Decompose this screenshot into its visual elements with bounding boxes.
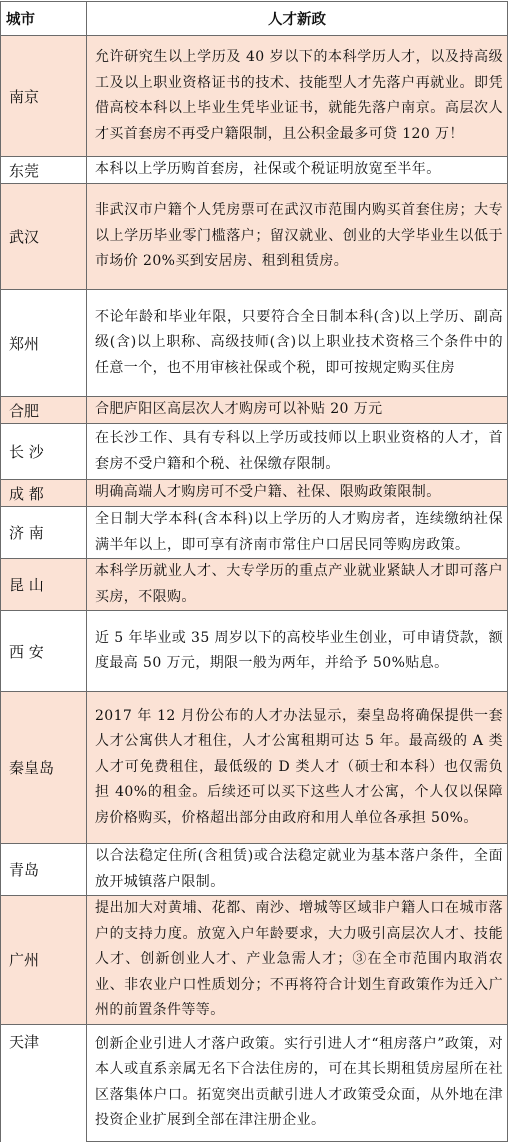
city-cell: 东莞 xyxy=(1,157,87,184)
table-row xyxy=(1,184,508,290)
city-cell: 广州 xyxy=(1,896,87,1025)
city-cell: 武汉 xyxy=(1,184,87,290)
table-row xyxy=(1,36,508,157)
city-cell: 秦皇岛 xyxy=(1,692,87,844)
city-cell: 天津 xyxy=(1,1024,87,1142)
policy-cell: 明确高端人才购房可不受户籍、社保、限购政策限制。 xyxy=(87,480,508,507)
city-cell: 西 安 xyxy=(1,611,87,692)
policy-cell: 本科学历就业人才、大专学历的重点产业就业紧缺人才即可落户买房，不限购。 xyxy=(87,559,508,611)
table-row xyxy=(1,692,508,844)
table-row xyxy=(1,480,508,507)
policy-cell: 非武汉市户籍个人凭房票可在武汉市范围内购买首套住房；大专以上学历毕业零门槛落户；留汉就业、创业的大学毕业生以低于市场价 20%买到安居房、租到租赁房。 xyxy=(87,184,508,290)
city-cell: 昆 山 xyxy=(1,559,87,611)
city-cell: 郑州 xyxy=(1,290,87,397)
table-row xyxy=(1,1024,508,1142)
table-row xyxy=(1,397,508,424)
policy-cell: 全日制大学本科(含本科)以上学历的人才购房者，连续缴纳社保满半年以上，即可享有济南市常住户口居民同等购房政策。 xyxy=(87,507,508,559)
table-row xyxy=(1,559,508,611)
header-city: 城市 xyxy=(1,2,87,36)
header-policy: 人才新政 xyxy=(87,2,508,36)
policy-cell: 不论年龄和毕业年限，只要符合全日制本科(含)以上学历、副高级(含)以上职称、高级技师(含)以上职业技术资格三个条件中的任意一个，也不用审核社保或个税，即可按规定购买住房 xyxy=(87,290,508,397)
city-cell: 成 都 xyxy=(1,480,87,507)
table-row xyxy=(1,290,508,397)
table-row xyxy=(1,507,508,559)
city-cell: 南京 xyxy=(1,36,87,157)
city-cell: 青岛 xyxy=(1,844,87,896)
table-row xyxy=(1,844,508,896)
city-cell: 长 沙 xyxy=(1,424,87,480)
policy-cell: 允许研究生以上学历及 40 岁以下的本科学历人才，以及持高级工及以上职业资格证书的技术、技能型人才先落户再就业。即凭借高校本科以上毕业生凭毕业证书，就能先落户南京。高层次人才买首套房不再受户籍限制，且公积金最多可贷 120 万！ xyxy=(87,36,508,157)
table-row xyxy=(1,896,508,1025)
policy-cell: 在长沙工作、具有专科以上学历或技师以上职业资格的人才，首套房不受户籍和个税、社保缴存限制。 xyxy=(87,424,508,480)
policy-cell: 以合法稳定住所(含租赁)或合法稳定就业为基本落户条件，全面放开城镇落户限制。 xyxy=(87,844,508,896)
table-header-row xyxy=(1,2,508,36)
table-row xyxy=(1,611,508,692)
table-row xyxy=(1,157,508,184)
policy-cell: 提出加大对黄埔、花都、南沙、增城等区域非户籍人口在城市落户的支持力度。放宽入户年龄要求，大力吸引高层次人才、技能人才、创新创业人才、产业急需人才；③在全市范围内取消农业、非农业户口性质划分；不再将符合计划生育政策作为迁入广州的前置条件等等。 xyxy=(87,896,508,1025)
table-row xyxy=(1,424,508,480)
policy-cell: 本科以上学历购首套房，社保或个税证明放宽至半年。 xyxy=(87,157,508,184)
policy-cell: 近 5 年毕业或 35 周岁以下的高校毕业生创业，可申请贷款，额度最高 50 万元，期限一般为两年，并给予 50%贴息。 xyxy=(87,611,508,692)
policy-cell: 创新企业引进人才落户政策。实行引进人才“租房落户”政策，对本人或直系亲属无名下合法住房的，可在其长期租赁房屋所在社区落集体户口。拓宽突出贡献引进人才政策受众面，从外地在津投资企业扩展到全部在津注册企业。 xyxy=(87,1024,508,1142)
talent-policy-table xyxy=(0,1,508,1142)
city-cell: 济 南 xyxy=(1,507,87,559)
city-cell: 合肥 xyxy=(1,397,87,424)
policy-cell: 合肥庐阳区高层次人才购房可以补贴 20 万元 xyxy=(87,397,508,424)
policy-cell: 2017 年 12 月份公布的人才办法显示，秦皇岛将确保提供一套人才公寓供人才租住，人才公寓租期可达 5 年。最高级的 A 类人才可免费租住，最低级的 D 类人才（硕士和本科）也仅需负担 40%的租金。后续还可以买下这些人才公寓，个人仅以保障房价格购买，价格超出部分由政府和用人单位各承担 50%。 xyxy=(87,692,508,844)
